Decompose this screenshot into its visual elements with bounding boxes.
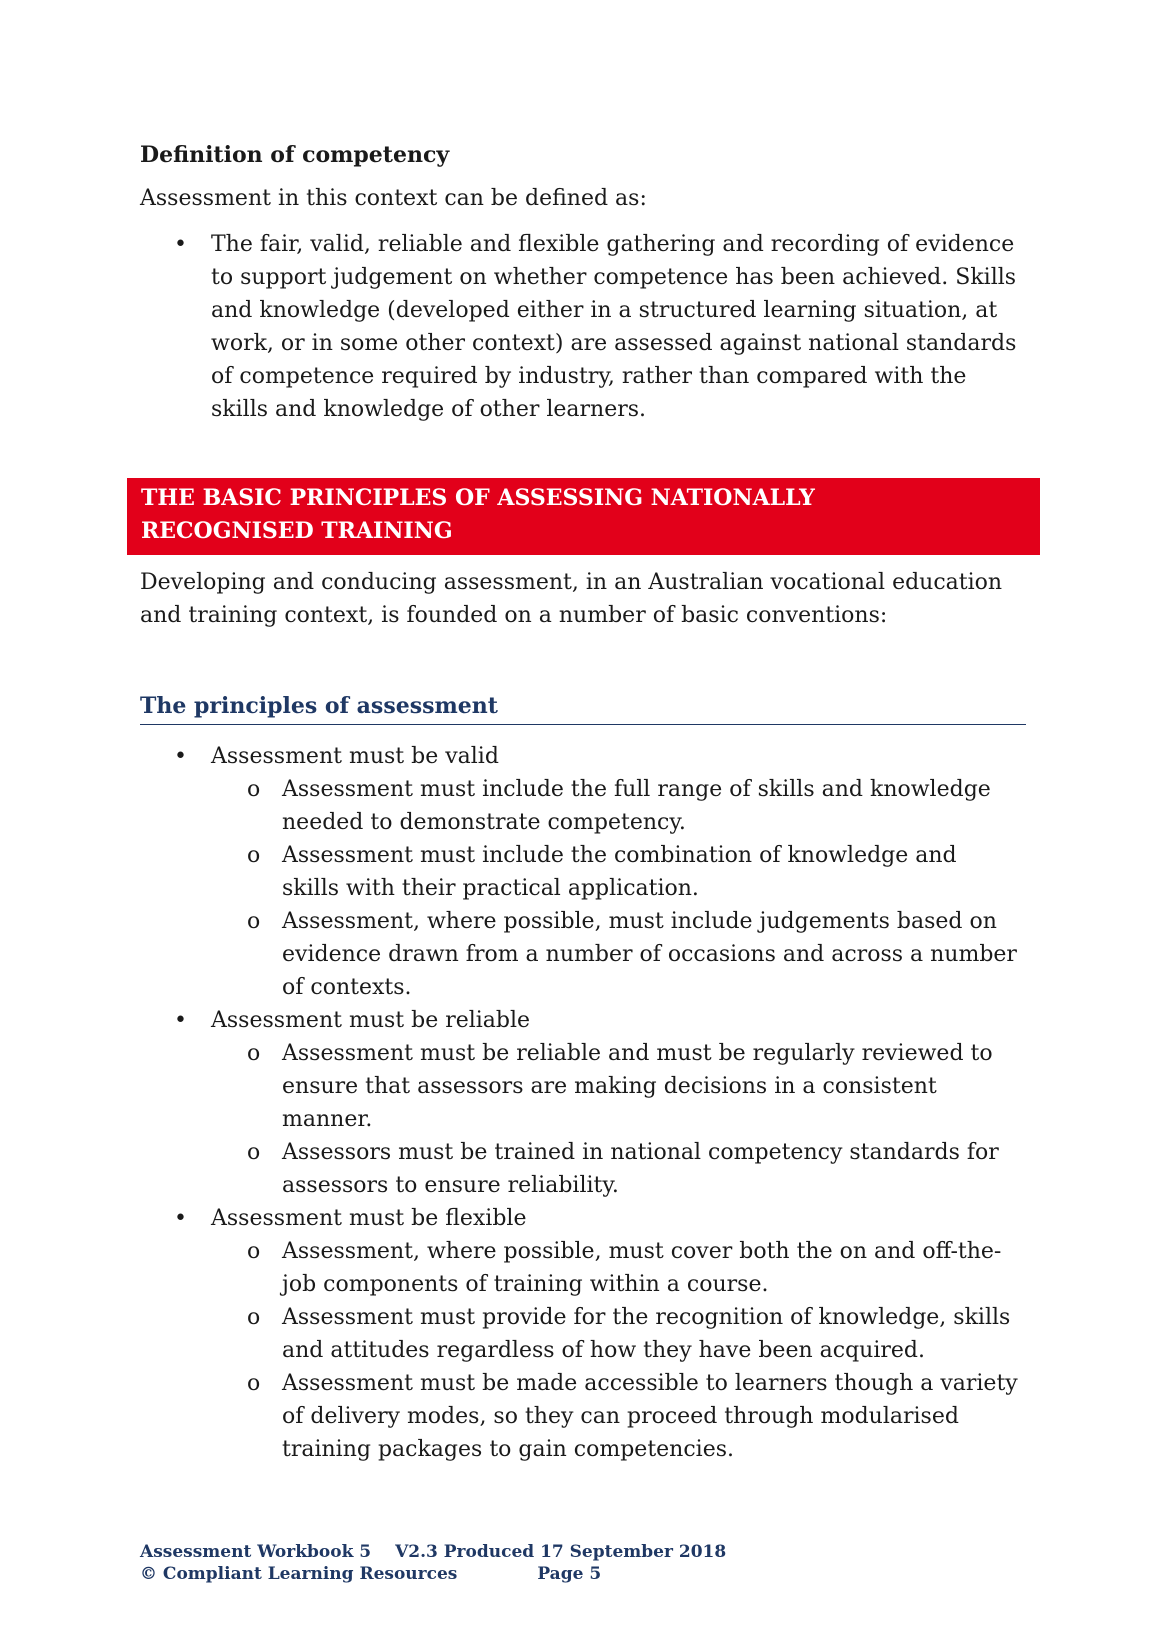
sub-item-text: Assessment must be reliable and must be regularly reviewed to ensure that assessors are making decisions in a consistent manner. xyxy=(282,1041,993,1132)
footer-row-1 xyxy=(140,1541,726,1563)
banner-line-1: THE BASIC PRINCIPLES OF ASSESSING NATIONALLY xyxy=(141,485,815,511)
definition-list xyxy=(140,228,1020,426)
list-item xyxy=(211,839,1020,905)
sub-list xyxy=(211,773,1020,1004)
sub-marker: o xyxy=(247,843,261,868)
sub-item-text: Assessment must be made accessible to learners though a variety of delivery modes, so they can proceed through modularised training packages to gain competencies. xyxy=(282,1371,1018,1462)
conventions-paragraph: Developing and conducing assessment, in an Australian vocational education and training context, is founded on a number of basic conventions: xyxy=(140,570,1003,628)
list-item xyxy=(211,1301,1020,1367)
sub-list xyxy=(211,1235,1020,1466)
principle-label: Assessment must be valid xyxy=(211,744,499,769)
sub-marker: o xyxy=(247,777,261,802)
definition-heading: Definition of competency xyxy=(140,142,450,168)
bullet-marker: • xyxy=(174,1206,187,1231)
definition-intro: Assessment in this context can be defined as: xyxy=(140,186,647,211)
sub-item-text: Assessors must be trained in national competency standards for assessors to ensure reliability. xyxy=(282,1140,999,1198)
section-banner xyxy=(127,478,1040,555)
footer-row-2 xyxy=(140,1563,726,1585)
sub-item-text: Assessment must include the full range of skills and knowledge needed to demonstrate competency. xyxy=(282,777,991,835)
footer-workbook: Assessment Workbook 5 xyxy=(140,1542,372,1562)
bullet-marker: • xyxy=(174,232,187,257)
bullet-marker: • xyxy=(174,1008,187,1033)
sub-marker: o xyxy=(247,1239,261,1264)
principle-label: Assessment must be reliable xyxy=(211,1008,531,1033)
footer-version: V2.3 Produced 17 September 2018 xyxy=(395,1542,727,1562)
list-item xyxy=(211,773,1020,839)
principle-flexible xyxy=(140,1202,1020,1466)
sub-marker: o xyxy=(247,1041,261,1066)
principles-list xyxy=(140,740,1020,1466)
list-item xyxy=(211,1037,1020,1136)
footer-copyright: © Compliant Learning Resources xyxy=(140,1564,458,1584)
principles-heading: The principles of assessment xyxy=(140,692,1026,725)
sub-list xyxy=(211,1037,1020,1202)
sub-item-text: Assessment, where possible, must include judgements based on evidence drawn from a number of occasions and across a number of contexts. xyxy=(282,909,1017,1000)
list-item xyxy=(211,1136,1020,1202)
principle-label: Assessment must be flexible xyxy=(211,1206,527,1231)
list-item xyxy=(211,1235,1020,1301)
bullet-marker: • xyxy=(174,744,187,769)
sub-marker: o xyxy=(247,1140,261,1165)
banner-line-2: RECOGNISED TRAINING xyxy=(141,518,453,544)
page-footer xyxy=(140,1541,726,1585)
list-item xyxy=(140,228,1020,426)
sub-item-text: Assessment, where possible, must cover both the on and off-the-job components of training within a course. xyxy=(282,1239,1002,1297)
principle-valid xyxy=(140,740,1020,1004)
principle-reliable xyxy=(140,1004,1020,1202)
sub-marker: o xyxy=(247,1371,261,1396)
definition-text: The fair, valid, reliable and flexible gathering and recording of evidence to support judgement on whether competence has been achieved. Skills and knowledge (developed either in a structured learning situation, at work, or in some other context) are assessed against national standards of competence required by industry, rather than compared with the skills and knowledge of other learners. xyxy=(211,232,1017,422)
sub-item-text: Assessment must include the combination of knowledge and skills with their practical application. xyxy=(282,843,957,901)
sub-marker: o xyxy=(247,909,261,934)
sub-item-text: Assessment must provide for the recognition of knowledge, skills and attitudes regardless of how they have been acquired. xyxy=(282,1305,1011,1363)
list-item xyxy=(211,905,1020,1004)
footer-page-number: Page 5 xyxy=(537,1564,602,1584)
list-item xyxy=(211,1367,1020,1466)
sub-marker: o xyxy=(247,1305,261,1330)
